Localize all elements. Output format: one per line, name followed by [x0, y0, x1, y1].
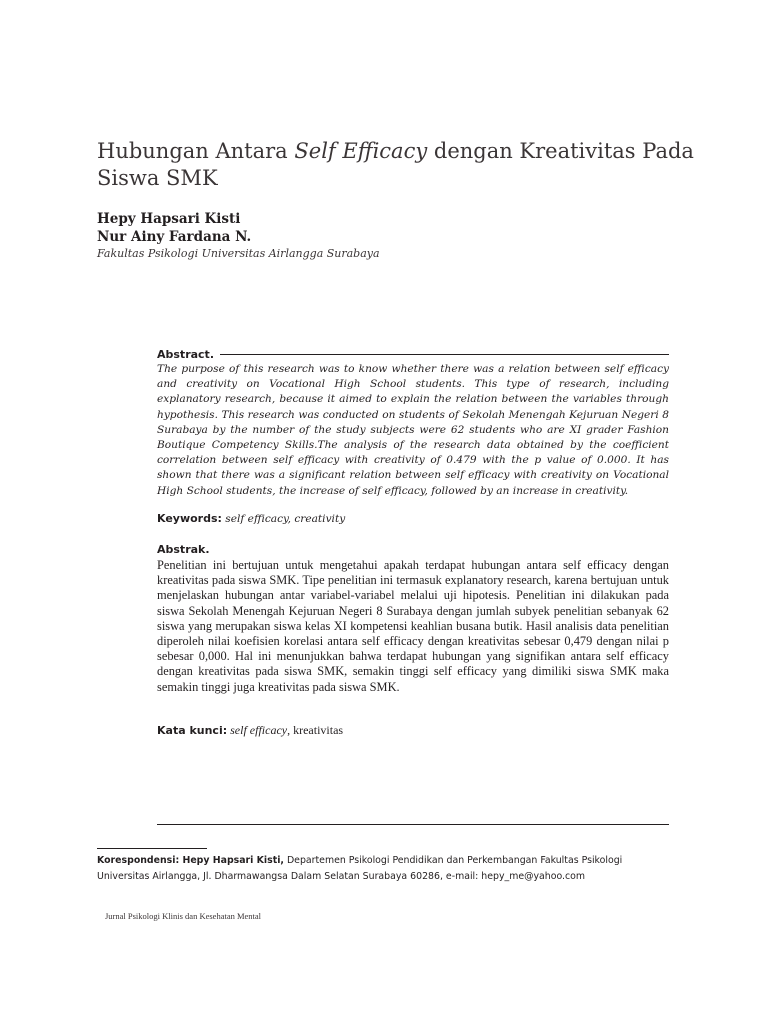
title-part-1: Hubungan Antara	[97, 139, 295, 163]
abstrak-text: Penelitian ini bertujuan untuk mengetahui apakah terdapat hubungan antara self efficacy dengan kreativitas pada siswa SMK. Tipe penelitian ini termasuk explanatory research, karena bertujuan untuk menjelaskan hubungan antar variabel-variabel melalui uji hipotesis. Penelitian ini dilakukan pada siswa Sekolah Menengah Kejuruan Negeri 8 Surabaya dengan jumlah subyek penelitian sebanyak 62 siswa yang merupakan siswa kelas XI kompetensi keahlian busana butik. Hasil analisis data penelitian diperoleh nilai koefisien korelasi antara self efficacy dengan kreativitas sebesar 0,479 dengan nilai p sebesar 0,000. Hal ini menunjukkan bahwa terdapat hubungan yang signifikan antara self efficacy dengan kreativitas pada siswa SMK, semakin tinggi self efficacy yang dimiliki siswa SMK maka semakin tinggi juga kreativitas pada siswa SMK.	[157, 558, 669, 694]
kata-kunci-value-rest: , kreativitas	[287, 723, 344, 737]
abstract-heading-rule	[220, 354, 669, 355]
kata-kunci	[157, 723, 669, 738]
abstract-label: Abstract.	[157, 347, 214, 361]
paper-title	[97, 138, 697, 192]
author-2: Nur Ainy Fardana N.	[97, 229, 252, 245]
running-footer: Jurnal Psikologi Klinis dan Kesehatan Mental	[105, 911, 262, 921]
footnote-text: Departemen Psikologi Pendidikan dan Perkembangan Fakultas Psikologi Universitas Airlangga, Jl. Dharmawangsa Dalam Selatan Surabaya 60286, e-mail: hepy_me@yahoo.com	[97, 855, 623, 882]
kata-kunci-label: Kata kunci:	[157, 724, 228, 737]
title-part-2-italic: Self Efficacy	[294, 139, 428, 163]
keywords-value: self efficacy, creativity	[221, 513, 346, 525]
correspondence-footnote	[97, 853, 677, 885]
abstract-heading	[157, 346, 669, 362]
below-page-area	[0, 926, 768, 1024]
title-part-3: dengan Kreativitas Pada Siswa SMK	[97, 139, 694, 190]
keywords-label: Keywords:	[157, 512, 222, 525]
affiliation: Fakultas Psikologi Universitas Airlangga Surabaya	[97, 247, 380, 260]
abstract-end-rule	[157, 824, 669, 825]
abstract-text: The purpose of this research was to know whether there was a relation between self efficacy and creativity on Vocational High School students. This type of research, including explanatory research, because it aimed to explain the relation between the variables through hypothesis. This research was conducted on students of Sekolah Menengah Kejuruan Negeri 8 Surabaya by the number of the study subjects were 62 students who are XI grader Fashion Boutique Competency Skills.The analysis of the research data obtained by the coefficient correlation between self efficacy with creativity of 0.479 with the p value of 0.000. It has shown that there was a significant relation between self efficacy with creativity on Vocational High School students, the increase of self efficacy, followed by an increase in creativity.	[157, 363, 669, 497]
keywords	[157, 512, 669, 525]
footnote-rule	[97, 848, 207, 849]
footnote-label: Korespondensi: Hepy Hapsari Kisti,	[97, 855, 284, 866]
kata-kunci-value-italic: self efficacy	[227, 723, 288, 737]
author-1: Hepy Hapsari Kisti	[97, 211, 241, 227]
abstrak-label: Abstrak.	[157, 543, 210, 556]
